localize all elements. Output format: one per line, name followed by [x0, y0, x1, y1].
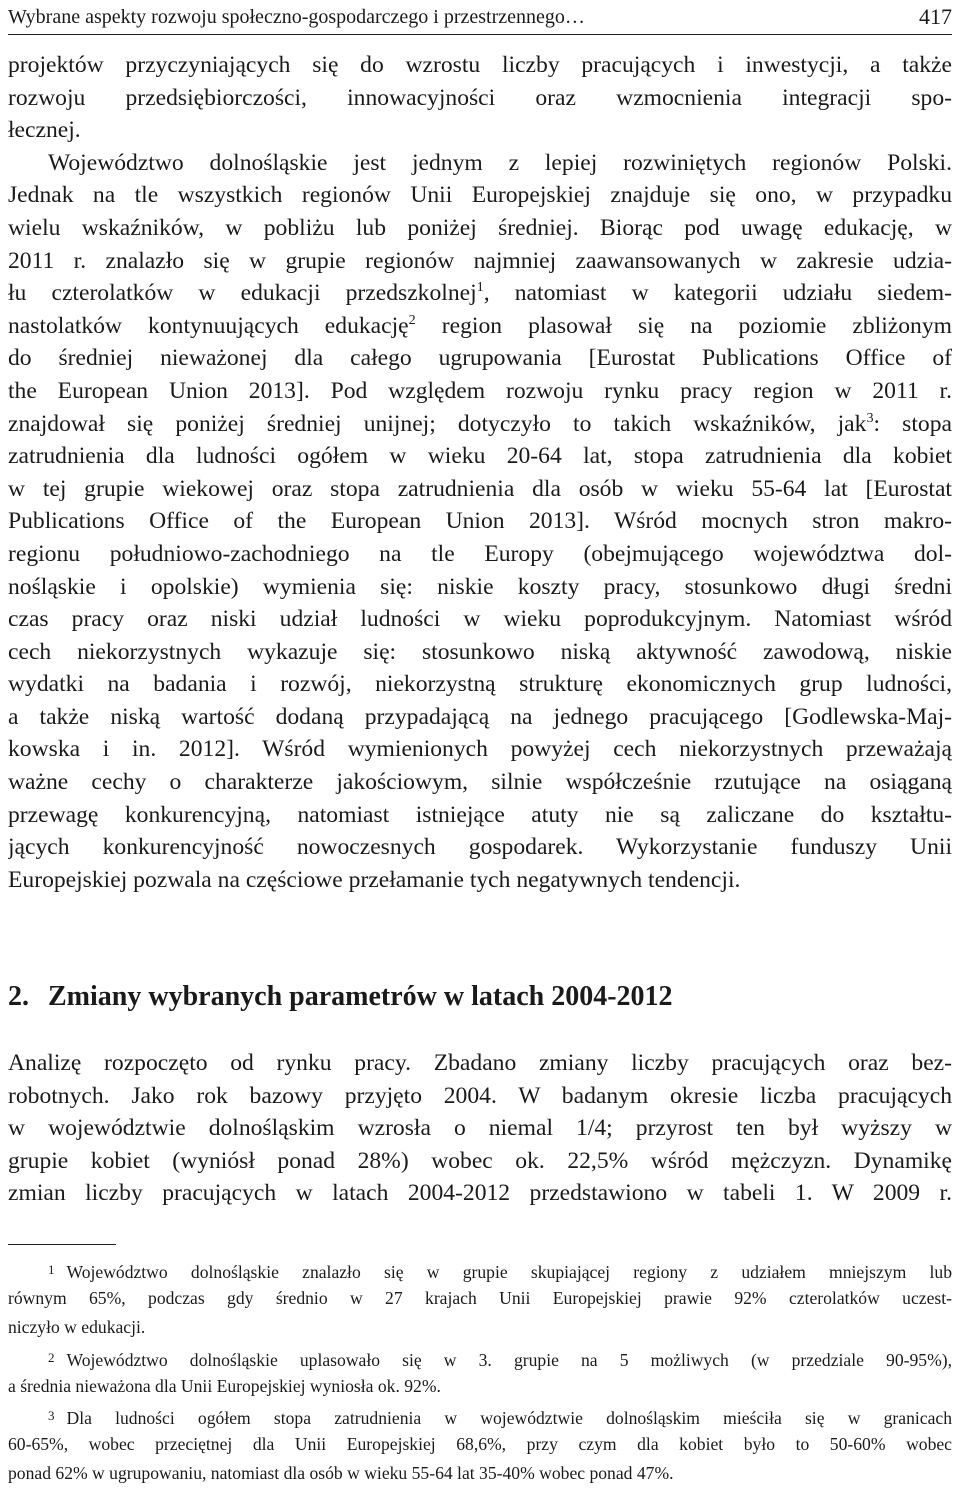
text-line: ważne cechy o charakterze jakościowym, silnie współcześnie rzutujące na osiąganą — [8, 769, 952, 796]
text-line: kowska i in. 2012]. Wśród wymienionych powyżej cech niekorzystnych przeważają — [8, 736, 952, 763]
section-number: 2. — [8, 981, 29, 1012]
section-title: Zmiany wybranych parametrów w latach 2004-2012 — [48, 981, 673, 1012]
text-line: the European Union 2013]. Pod względem rozwoju rynku pracy region w 2011 r. — [8, 377, 952, 404]
footnote-mark: 1 — [48, 1262, 55, 1277]
text-line: nastolatków kontynuujących edukację$^2$ region plasował się na poziomie zbliżonym — [8, 311, 952, 339]
footnote-1: $^1$ Województwo dolnośląskie znalazło się w grupie skupiającej regiony z udziałem mniejszym lub — [48, 1262, 952, 1282]
footnote-line: niczyło w edukacji. — [8, 1317, 146, 1338]
text-line: czas pracy oraz niski udział ludności w wieku poprodukcyjnym. Natomiast wśród — [8, 606, 952, 633]
footnote-3: $^3$ Dla ludności ogółem stopa zatrudnienia w województwie dolnośląskim mieściła się w granicach — [48, 1407, 952, 1428]
footnote-line: a średnia nieważona dla Unii Europejskiej wyniosła ok. 92%. — [8, 1375, 441, 1396]
text-line: do średniej nieważonej dla całego ugrupowania [Eurostat Publications Office of — [8, 345, 952, 372]
text-line: regionu południowo-zachodniego na tle Europy (obejmującego województwa dol- — [8, 540, 952, 567]
page-number: 417 — [919, 4, 952, 29]
text-line: przewagę konkurencyjną, natomiast istniejące atuty nie są zaliczane do kształtu- — [8, 801, 952, 828]
text-line: Województwo dolnośląskie jest jednym z lepiej rozwiniętych regionów Polski. — [48, 149, 952, 176]
footnote-mark: 2 — [48, 1349, 55, 1365]
text-line: Analizę rozpoczęto od rynku pracy. Zbadano zmiany liczby pracujących oraz bez- — [8, 1050, 952, 1076]
text-line: cech niekorzystnych wykazuje się: stosunkowo niską aktywność zawodową, niskie — [8, 638, 952, 665]
footnote-separator — [8, 1244, 116, 1245]
footnote-mark: 3 — [48, 1407, 55, 1423]
text-line: robotnych. Jako rok bazowy przyjęto 2004. W badanym okresie liczba pracujących — [8, 1082, 952, 1109]
section-heading — [8, 977, 952, 1017]
text-line: Publications Office of the European Union 2013]. Wśród mocnych stron makro- — [8, 508, 952, 535]
text-line: łecznej. — [8, 117, 81, 144]
text-line: łu czterolatków w edukacji przedszkolnej$^1$, natomiast w kategorii udziału siedem- — [8, 279, 952, 307]
footnote-line: 60-65%, wobec przeciętnej dla Unii Europejskiej 68,6%, przy czym dla kobiet było to 50-60% wobec — [8, 1434, 952, 1455]
text-line: w województwie dolnośląskim wzrosła o niemal 1/4; przyrost ten był wyższy w — [8, 1115, 952, 1142]
text-line: Jednak na tle wszystkich regionów Unii Europejskiej znajduje się ono, w przypadku — [8, 182, 952, 209]
footnote-ref-1[interactable]: 1 — [476, 279, 484, 296]
footnote-ref-3[interactable]: 3 — [866, 409, 874, 426]
text-line: znajdował się poniżej średniej unijnej; dotyczyło to takich wskaźników, jak$^3$: stopa — [8, 409, 952, 437]
body-text-upper — [8, 49, 952, 896]
footnote-ref-2[interactable]: 2 — [408, 311, 416, 328]
footnotes — [8, 1255, 952, 1489]
text-line: a także niską wartość dodaną przypadającą na jednego pracującego [Godlewska-Maj- — [8, 703, 952, 730]
running-header-title: Wybrane aspekty rozwoju społeczno-gospodarczego i przestrzennego… — [8, 6, 585, 28]
footnote-line: równym 65%, podczas gdy średnio w 27 krajach Unii Europejskiej prawie 92% czterolatków uczest- — [8, 1288, 952, 1309]
text-line: rozwoju przedsiębiorczości, innowacyjności oraz wzmocnienia integracji spo- — [8, 84, 952, 111]
text-line: jących konkurencyjność nowoczesnych gospodarek. Wykorzystanie funduszy Unii — [8, 834, 952, 861]
text-line: zmian liczby pracujących w latach 2004-2012 przedstawiono w tabeli 1. W 2009 r. — [8, 1180, 952, 1207]
text-line: wydatki na badania i rozwój, niekorzystną strukturę ekonomicznych grup ludności, — [8, 671, 952, 698]
text-line: nośląskie i opolskie) wymienia się: niskie koszty pracy, stosunkowo długi średni — [8, 573, 952, 600]
text-line: Europejskiej pozwala na częściowe przełamanie tych negatywnych tendencji. — [8, 866, 741, 893]
text-line: 2011 r. znalazło się w grupie regionów najmniej zaawansowanych w zakresie udzia- — [8, 247, 952, 274]
body-text-lower — [8, 1047, 952, 1210]
text-line: projektów przyczyniających się do wzrostu liczby pracujących i inwestycji, a także — [8, 52, 952, 78]
text-line: zatrudnienia dla ludności ogółem w wieku 20-64 lat, stopa zatrudnienia dla kobiet — [8, 443, 952, 470]
text-line: w tej grupie wiekowej oraz stopa zatrudnienia dla osób w wieku 55-64 lat [Eurostat — [8, 475, 952, 502]
text-line: grupie kobiet (wyniósł ponad 28%) wobec ok. 22,5% wśród mężczyzn. Dynamikę — [8, 1147, 952, 1174]
footnote-2: $^2$ Województwo dolnośląskie uplasowało się w 3. grupie na 5 możliwych (w przedziale 90-95%), — [48, 1349, 952, 1370]
running-header — [8, 2, 952, 35]
footnote-line: ponad 62% w ugrupowaniu, natomiast dla osób w wieku 55-64 lat 35-40% wobec ponad 47%. — [8, 1463, 674, 1484]
text-line: wielu wskaźników, w pobliżu lub poniżej średniej. Biorąc pod uwagę edukację, w — [8, 214, 952, 241]
